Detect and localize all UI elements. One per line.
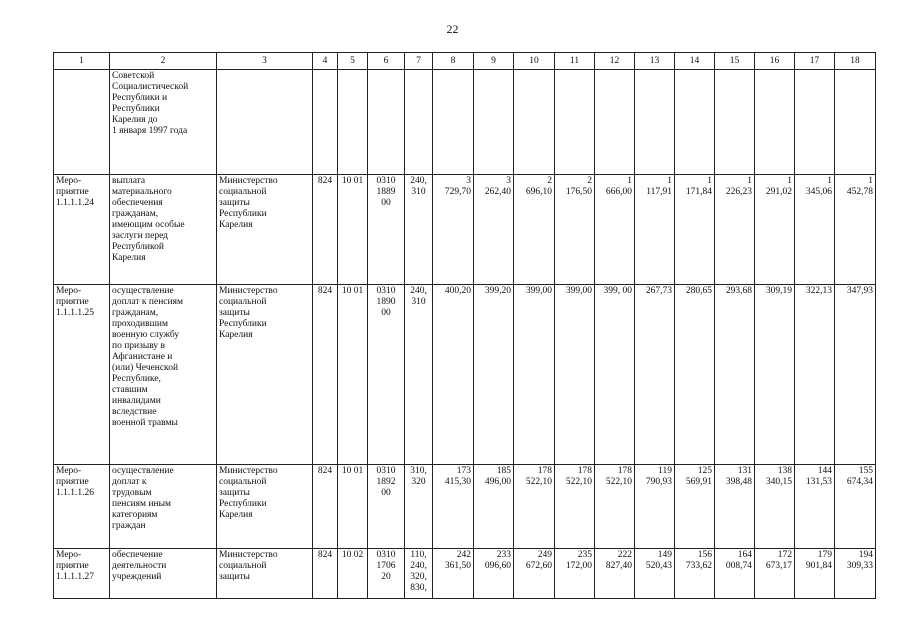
- table-cell: 178 522,10: [555, 465, 595, 549]
- table-cell: 0310 1892 00: [368, 465, 405, 549]
- table-cell: 138 340,15: [755, 465, 795, 549]
- table-cell: 399,20: [474, 285, 514, 465]
- table-cell: 1 291,02: [755, 175, 795, 285]
- column-header: 17: [795, 53, 835, 70]
- table-cell: [755, 70, 795, 175]
- table-cell: 119 790,93: [635, 465, 675, 549]
- table-cell: Меро- приятие 1.1.1.1.26: [54, 465, 110, 549]
- table-cell: 322,13: [795, 285, 835, 465]
- table-cell: 2 176,50: [555, 175, 595, 285]
- table-cell: 240, 310: [405, 285, 433, 465]
- table-cell: 0310 1890 00: [368, 285, 405, 465]
- table-cell: обеспечение деятельности учреждений: [110, 549, 217, 599]
- table-cell: Меро- приятие 1.1.1.1.25: [54, 285, 110, 465]
- table-cell: 156 733,62: [675, 549, 715, 599]
- table-cell: 131 398,48: [715, 465, 755, 549]
- table-cell: 10 02: [338, 549, 368, 599]
- column-header: 13: [635, 53, 675, 70]
- table-cell: 1 171,84: [675, 175, 715, 285]
- table-cell: 144 131,53: [795, 465, 835, 549]
- table-cell: Меро- приятие 1.1.1.1.24: [54, 175, 110, 285]
- table-cell: 240, 310: [405, 175, 433, 285]
- table-cell: [795, 70, 835, 175]
- table-cell: [835, 70, 876, 175]
- table-cell: осуществление доплат к трудовым пенсиям иным категориям граждан: [110, 465, 217, 549]
- table-cell: 399, 00: [595, 285, 635, 465]
- table-cell: Министерство социальной защиты Республики Карелия: [217, 285, 313, 465]
- table-row: [54, 549, 876, 599]
- table-cell: 179 901,84: [795, 549, 835, 599]
- page-number: 22: [446, 22, 459, 36]
- table-cell: 1 345,06: [795, 175, 835, 285]
- table-row: [54, 70, 876, 175]
- table-row: [54, 175, 876, 285]
- table-cell: [217, 70, 313, 175]
- table-cell: 824: [313, 549, 338, 599]
- table-cell: [54, 70, 110, 175]
- table-cell: 280,65: [675, 285, 715, 465]
- table-cell: 178 522,10: [514, 465, 555, 549]
- table-cell: 155 674,34: [835, 465, 876, 549]
- column-header: 3: [217, 53, 313, 70]
- table-cell: 0310 1706 20: [368, 549, 405, 599]
- table-cell: 249 672,60: [514, 549, 555, 599]
- table-cell: 1 666,00: [595, 175, 635, 285]
- table-cell: 164 008,74: [715, 549, 755, 599]
- table-cell: [675, 70, 715, 175]
- table-row: [54, 465, 876, 549]
- table-cell: [368, 70, 405, 175]
- table-cell: [313, 70, 338, 175]
- table-cell: 0310 1889 00: [368, 175, 405, 285]
- column-header: 16: [755, 53, 795, 70]
- column-header: 15: [715, 53, 755, 70]
- column-header: 9: [474, 53, 514, 70]
- table-cell: 233 096,60: [474, 549, 514, 599]
- column-header: 12: [595, 53, 635, 70]
- table-cell: 3 262,40: [474, 175, 514, 285]
- table-cell: 235 172,00: [555, 549, 595, 599]
- table-cell: Министерство социальной защиты Республики Карелия: [217, 465, 313, 549]
- table-cell: 172 673,17: [755, 549, 795, 599]
- table-cell: 10 01: [338, 285, 368, 465]
- table-cell: 267,73: [635, 285, 675, 465]
- table-cell: 824: [313, 465, 338, 549]
- table-cell: 222 827,40: [595, 549, 635, 599]
- table-cell: 399,00: [514, 285, 555, 465]
- table-cell: 1 452,78: [835, 175, 876, 285]
- table-cell: [715, 70, 755, 175]
- table-cell: [595, 70, 635, 175]
- table-cell: 309,19: [755, 285, 795, 465]
- table-cell: 1 226,23: [715, 175, 755, 285]
- table-cell: 173 415,30: [433, 465, 474, 549]
- table-cell: 194 309,33: [835, 549, 876, 599]
- table-cell: [635, 70, 675, 175]
- table-row: [54, 285, 876, 465]
- column-header: 8: [433, 53, 474, 70]
- table-cell: 3 729,70: [433, 175, 474, 285]
- table-cell: [405, 70, 433, 175]
- table-cell: 2 696,10: [514, 175, 555, 285]
- table-cell: [474, 70, 514, 175]
- column-header: 2: [110, 53, 217, 70]
- table-cell: 10 01: [338, 175, 368, 285]
- table-cell: [338, 70, 368, 175]
- table-cell: Министерство социальной защиты Республики Карелия: [217, 175, 313, 285]
- column-header: 18: [835, 53, 876, 70]
- table-cell: [555, 70, 595, 175]
- table-cell: 178 522,10: [595, 465, 635, 549]
- column-header: 7: [405, 53, 433, 70]
- table-body: [54, 70, 876, 599]
- table-cell: 399,00: [555, 285, 595, 465]
- table-cell: Советской Социалистической Республики и Республики Карелия до 1 января 1997 года: [110, 70, 217, 175]
- column-header: 4: [313, 53, 338, 70]
- table-cell: осуществление доплат к пенсиям гражданам, проходившим военную службу по призыву в Афганистане и (или) Чеченской Республике, ставшим инвалидами вследствие военной травмы: [110, 285, 217, 465]
- table-cell: 1 117,91: [635, 175, 675, 285]
- column-header: 1: [54, 53, 110, 70]
- table-cell: 400,20: [433, 285, 474, 465]
- table-cell: [433, 70, 474, 175]
- column-header: 11: [555, 53, 595, 70]
- column-header: 5: [338, 53, 368, 70]
- budget-table: [53, 52, 876, 599]
- column-header: 6: [368, 53, 405, 70]
- table-cell: 185 496,00: [474, 465, 514, 549]
- column-header: 14: [675, 53, 715, 70]
- table-cell: 347,93: [835, 285, 876, 465]
- table-cell: 824: [313, 175, 338, 285]
- table-cell: 310, 320: [405, 465, 433, 549]
- table-cell: Меро- приятие 1.1.1.1.27: [54, 549, 110, 599]
- table-cell: выплата материального обеспечения гражданам, имеющим особые заслуги перед Республикой Карелия: [110, 175, 217, 285]
- table-cell: 125 569,91: [675, 465, 715, 549]
- table-cell: Министерство социальной защиты: [217, 549, 313, 599]
- table-cell: 149 520,43: [635, 549, 675, 599]
- table-cell: [514, 70, 555, 175]
- table-cell: 242 361,50: [433, 549, 474, 599]
- table-cell: 10 01: [338, 465, 368, 549]
- header-row: [54, 53, 876, 70]
- table-cell: 110, 240, 320, 830,: [405, 549, 433, 599]
- table-cell: 293,68: [715, 285, 755, 465]
- column-header: 10: [514, 53, 555, 70]
- table-cell: 824: [313, 285, 338, 465]
